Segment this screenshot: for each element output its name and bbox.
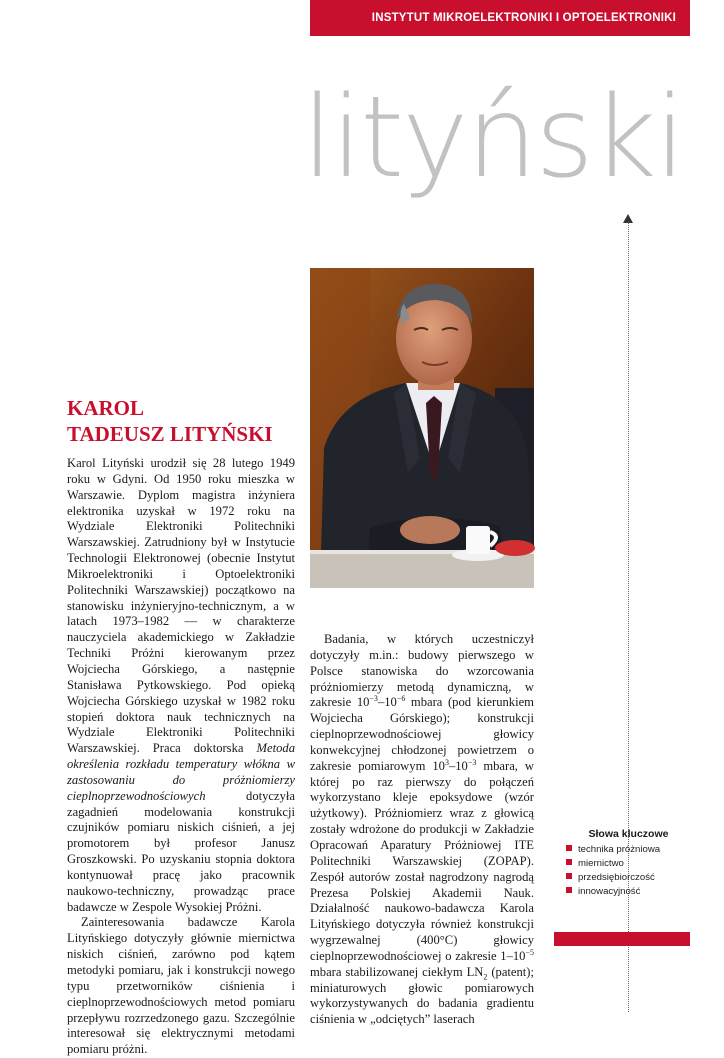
surname-display: lityński xyxy=(302,73,684,203)
bottom-accent-bar xyxy=(554,932,690,946)
title-full-name: TADEUSZ LITYŃSKI xyxy=(67,422,273,446)
research-text-c: mbara (pod kierunkiem Wojciecha Górskiego); konstrukcji cieplnoprzewodnościowej głowicy konwekcyjnej chłodzonej powietrzem o zakresie pomiarowym 10 xyxy=(310,695,534,773)
portrait-illustration xyxy=(310,268,534,588)
keyword-item: technika próżniowa xyxy=(566,843,691,857)
title-first-name: KAROL xyxy=(67,396,145,420)
keyword-item: przedsiębiorczość xyxy=(566,871,691,885)
keywords-list xyxy=(566,843,691,899)
research-text-e: mbara, w której po raz pierwszy do połączeń wykorzystano kleje epoksydowe (wzór użytkowy). Próżniomierz wraz z głowicą zostały wdrożone do produkcji w Zakładzie Opracowań Aparatury Próżniowej ITE Politechniki Warszawskiej (ZOPAP). Zespół autorów został nagrodzony nagrodą Prezesa Polskiej Akademii Nauk. Działalność naukowo-badawcza Karola Lityńskiego dotyczyła również konstrukcji wygrzewalnej (400°C) głowicy cieplnoprzewodnościowej o zakresie 1–10 xyxy=(310,758,534,963)
research-text-g: (patent); miniaturowych głowic pomiarowych wykorzystywanych do badania gradientu ciśnienia w „odciętych” laserach xyxy=(310,964,534,1027)
exponent: −6 xyxy=(396,694,406,704)
research-text-a: Badania, w których uczestniczył dotyczyły m.in.: budowy pierwszego w Polsce stanowiska do wzorcowania próżniomierzy metodą dynamiczną, w zakresie 10 xyxy=(310,632,534,710)
exponent: −3 xyxy=(369,694,378,704)
header-bar xyxy=(310,0,690,36)
exponent: 3 xyxy=(444,757,449,767)
left-column xyxy=(67,456,295,1058)
paragraph-research xyxy=(310,632,534,1028)
research-text-d: –10 xyxy=(448,758,468,773)
keyword-item: miernictwo xyxy=(566,857,691,871)
portrait-photo xyxy=(310,268,534,588)
bio-text-part2: dotyczyła zagadnień modelowania konstrukcji czujników pomiaru niskich ciśnień, a jej promotorem był profesor Janusz Groszkowski. Po uzyskaniu stopnia doktora kontynuował pracę jako pracownik naukowo-techniczny, prowadząc prace badawcze w Zespole Wysokiej Próżni. xyxy=(67,788,295,914)
bio-text-part1: Karol Lityński urodził się 28 lutego 1949 roku w Gdyni. Od 1950 roku mieszka w Warszawie. Dyplom magistra inżyniera elektronika uzyskał w 1972 roku na Wydziale Elektroniki Politechniki Warszawskiej. Zatrudniony był w Instytucie Technologii Elektronowej (obecnie Instytut Mikroelektroniki i Optoelektroniki Politechniki Warszawskiej) początkowo na stanowisku inżynieryjno-technicznym, a w latach 1973–1982 — w charakterze nauczyciela akademickiego w Zakładzie Techniki Próżni kierowanym przez Wojciecha Górskiego, a następnie Stanisława Pytkowskiego. Pod opieką Wojciecha Górskiego uzyskał w 1982 roku stopień doktora nauk technicznych na Wydziale Elektroniki Politechniki Warszawskiej. Praca doktorska xyxy=(67,456,295,756)
research-text-b: –10 xyxy=(377,695,397,710)
middle-column xyxy=(310,632,534,1027)
thesis-title: Metoda określenia rozkładu temperatury włókna w zastosowaniu do próżniomierzy cieplnoprzewodnościowych xyxy=(67,741,295,803)
paragraph-biography xyxy=(67,456,295,915)
institute-name: INSTYTUT MIKROELEKTRONIKI I OPTOELEKTRONIKI xyxy=(371,12,676,24)
keywords-box xyxy=(566,828,691,899)
subscript: 2 xyxy=(483,972,488,982)
paragraph-interests: Zainteresowania badawcze Karola Lityńskiego dotyczyły głównie miernictwa niskich ciśnień, zarówno pod kątem metodyki pomiaru, jak i konstrukcji nowego typu przetworników ciśnienia i cieplnoprzewodnościowych metod pomiaru przepływu rozrzedzonego gazu. Szczególnie interesował się elektrycznymi metodami pomiaru próżni. xyxy=(67,915,295,1057)
exponent: −3 xyxy=(467,757,477,767)
exponent: −5 xyxy=(525,947,534,957)
article-title xyxy=(67,395,307,447)
research-text-f: mbara stabilizowanej ciekłym LN xyxy=(310,964,484,979)
keywords-title: Słowa kluczowe xyxy=(588,828,669,840)
keyword-item: innowacyjność xyxy=(566,885,691,899)
